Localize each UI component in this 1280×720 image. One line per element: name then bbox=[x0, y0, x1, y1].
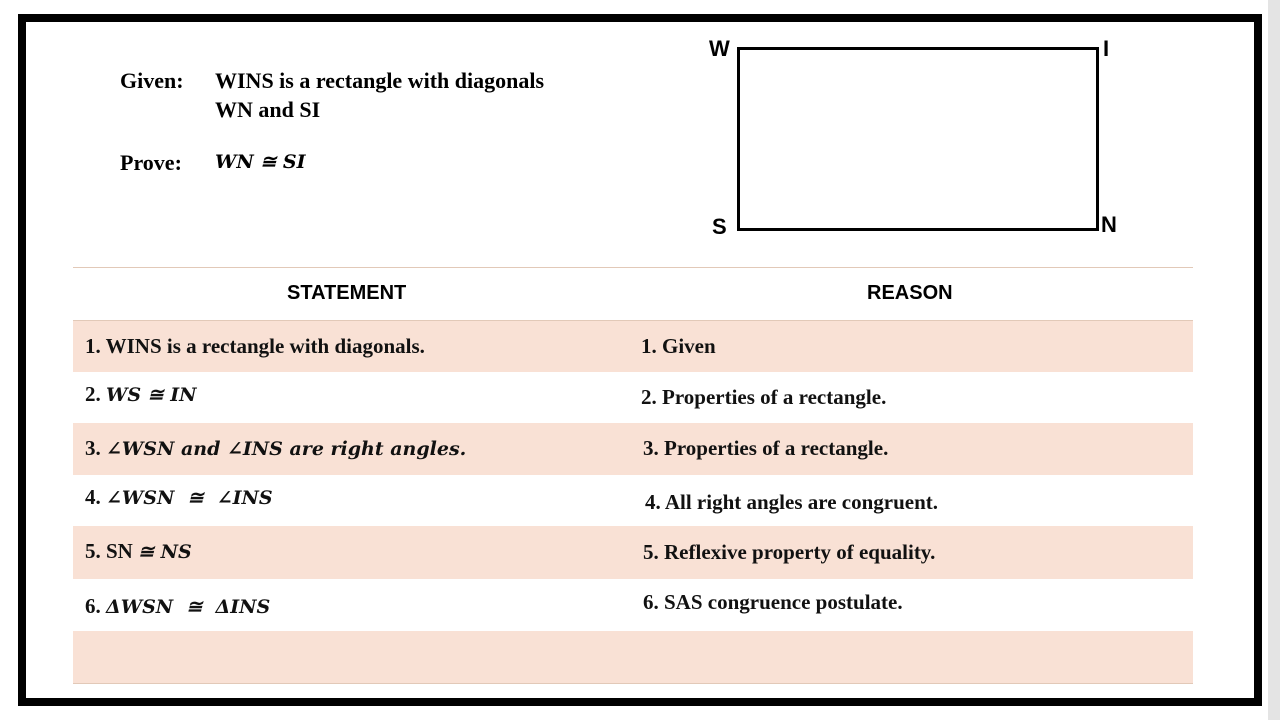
statement-math: ΔWSN ≅ ΔINS bbox=[106, 596, 271, 618]
background-strip bbox=[1268, 0, 1280, 720]
vertex-w: W bbox=[709, 36, 730, 61]
prove-label: Prove: bbox=[120, 150, 182, 175]
statement-number: 6. bbox=[85, 594, 106, 618]
prove-statement: WN ≅ SI bbox=[215, 151, 306, 173]
reason-cell: 2. Properties of a rectangle. bbox=[641, 385, 887, 409]
statement-number: 2. bbox=[85, 382, 106, 406]
vertex-s: S bbox=[712, 214, 727, 239]
statement-math: ∠WSN ≅ ∠INS bbox=[106, 487, 273, 509]
statement-cell bbox=[85, 485, 273, 510]
table-row bbox=[73, 423, 1193, 475]
rectangle-wins bbox=[737, 47, 1099, 231]
reason-cell: 6. SAS congruence postulate. bbox=[643, 590, 903, 614]
proof-table bbox=[73, 267, 1193, 684]
header-statement: STATEMENT bbox=[287, 282, 407, 304]
statement-cell bbox=[85, 539, 192, 564]
statement-math: ∠WSN and ∠INS are right angles. bbox=[106, 438, 467, 460]
statement-cell bbox=[85, 436, 466, 461]
table-header bbox=[73, 268, 1193, 321]
reason-cell: 3. Properties of a rectangle. bbox=[643, 436, 889, 460]
statement-cell bbox=[85, 382, 196, 407]
reason-cell: 1. Given bbox=[641, 334, 716, 358]
table-row bbox=[73, 579, 1193, 631]
table-row bbox=[73, 526, 1193, 579]
header-reason: REASON bbox=[867, 282, 953, 304]
statement-cell bbox=[85, 594, 270, 619]
table-row bbox=[73, 372, 1193, 423]
statement-number: 5. SN bbox=[85, 539, 139, 563]
reason-cell: 4. All right angles are congruent. bbox=[645, 490, 939, 514]
statement-math: ≅ NS bbox=[138, 541, 192, 563]
given-line-1: WINS is a rectangle with diagonals bbox=[215, 68, 545, 93]
vertex-n: N bbox=[1101, 212, 1117, 237]
table-row bbox=[73, 475, 1193, 526]
table-row-empty bbox=[73, 631, 1193, 684]
given-line-2: WN and SI bbox=[215, 97, 321, 122]
vertex-i: I bbox=[1103, 36, 1110, 61]
reason-cell: 5. Reflexive property of equality. bbox=[643, 540, 936, 564]
statement-number: 3. bbox=[85, 436, 106, 460]
statement-cell: 1. WINS is a rectangle with diagonals. bbox=[85, 334, 425, 358]
statement-number: 4. bbox=[85, 485, 106, 509]
table-row bbox=[73, 321, 1193, 372]
given-label: Given: bbox=[120, 68, 184, 93]
statement-math: WS ≅ IN bbox=[106, 384, 197, 406]
